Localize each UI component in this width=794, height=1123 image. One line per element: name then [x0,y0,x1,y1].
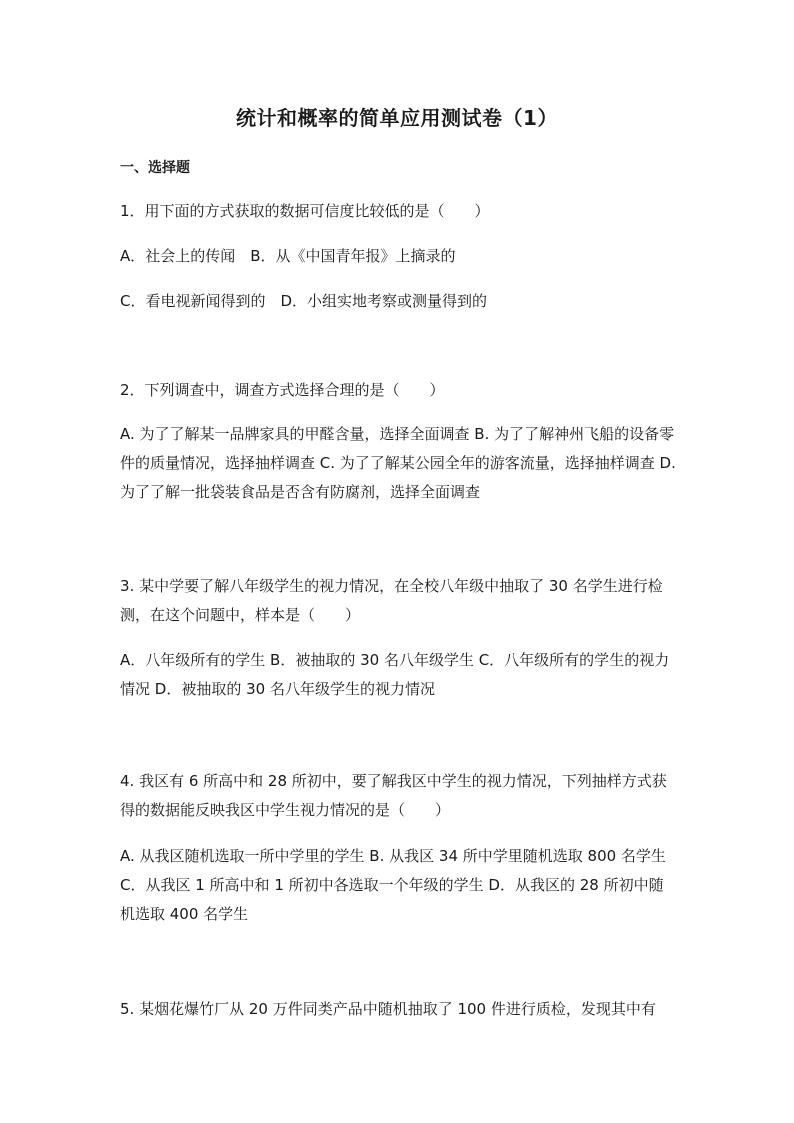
question-5-stem: 5. 某烟花爆竹厂从 20 万件同类产品中随机抽取了 100 件进行质检，发现其中有 [120,1000,656,1018]
question-2-options-text: A. 为了了解某一品牌家具的甲醛含量，选择全面调查 B. 为了了解神州飞船的设备零件的质量情况，选择抽样调查 C. 为了了解某公园全年的游客流量，选择抽样调查 D. 为了了解一批袋装食品是否含有防腐剂，选择全面调查 [120,425,676,501]
question-4-options [120,842,676,929]
question-1-options-line-2: C．看电视新闻得到的 D．小组实地考察或测量得到的 [120,292,488,310]
question-2-options [120,420,676,507]
question-4-options-text: A. 从我区随机选取一所中学里的学生 B. 从我区 34 所中学里随机选取 800 名学生 C．从我区 1 所高中和 1 所初中各选取一个年级的学生 D．从我区的 28 所初中随机选取 400 名学生 [120,847,666,923]
question-2-stem: 2．下列调查中，调查方式选择合理的是（ ） [120,381,445,399]
question-4-stem-text: 4. 我区有 6 所高中和 28 所初中，要了解我区中学生的视力情况，下列抽样方式获得的数据能反映我区中学生视力情况的是（ ） [120,772,667,819]
question-3-stem-text: 3. 某中学要了解八年级学生的视力情况，在全校八年级中抽取了 30 名学生进行检测，在这个问题中，样本是（ ） [120,577,663,624]
question-3-options-text: A．八年级所有的学生 B．被抽取的 30 名八年级学生 C．八年级所有的学生的视力情况 D．被抽取的 30 名八年级学生的视力情况 [120,651,670,698]
section-heading: 一、选择题 [120,160,190,176]
question-3-stem [120,572,676,630]
page-title: 统计和概率的简单应用测试卷（1） [236,106,558,130]
question-1-stem: 1．用下面的方式获取的数据可信度比较低的是（ ） [120,202,490,220]
question-1-options-line-1: A．社会上的传闻 B．从《中国青年报》上摘录的 [120,247,456,265]
question-3-options [120,646,676,704]
question-4-stem [120,767,676,825]
